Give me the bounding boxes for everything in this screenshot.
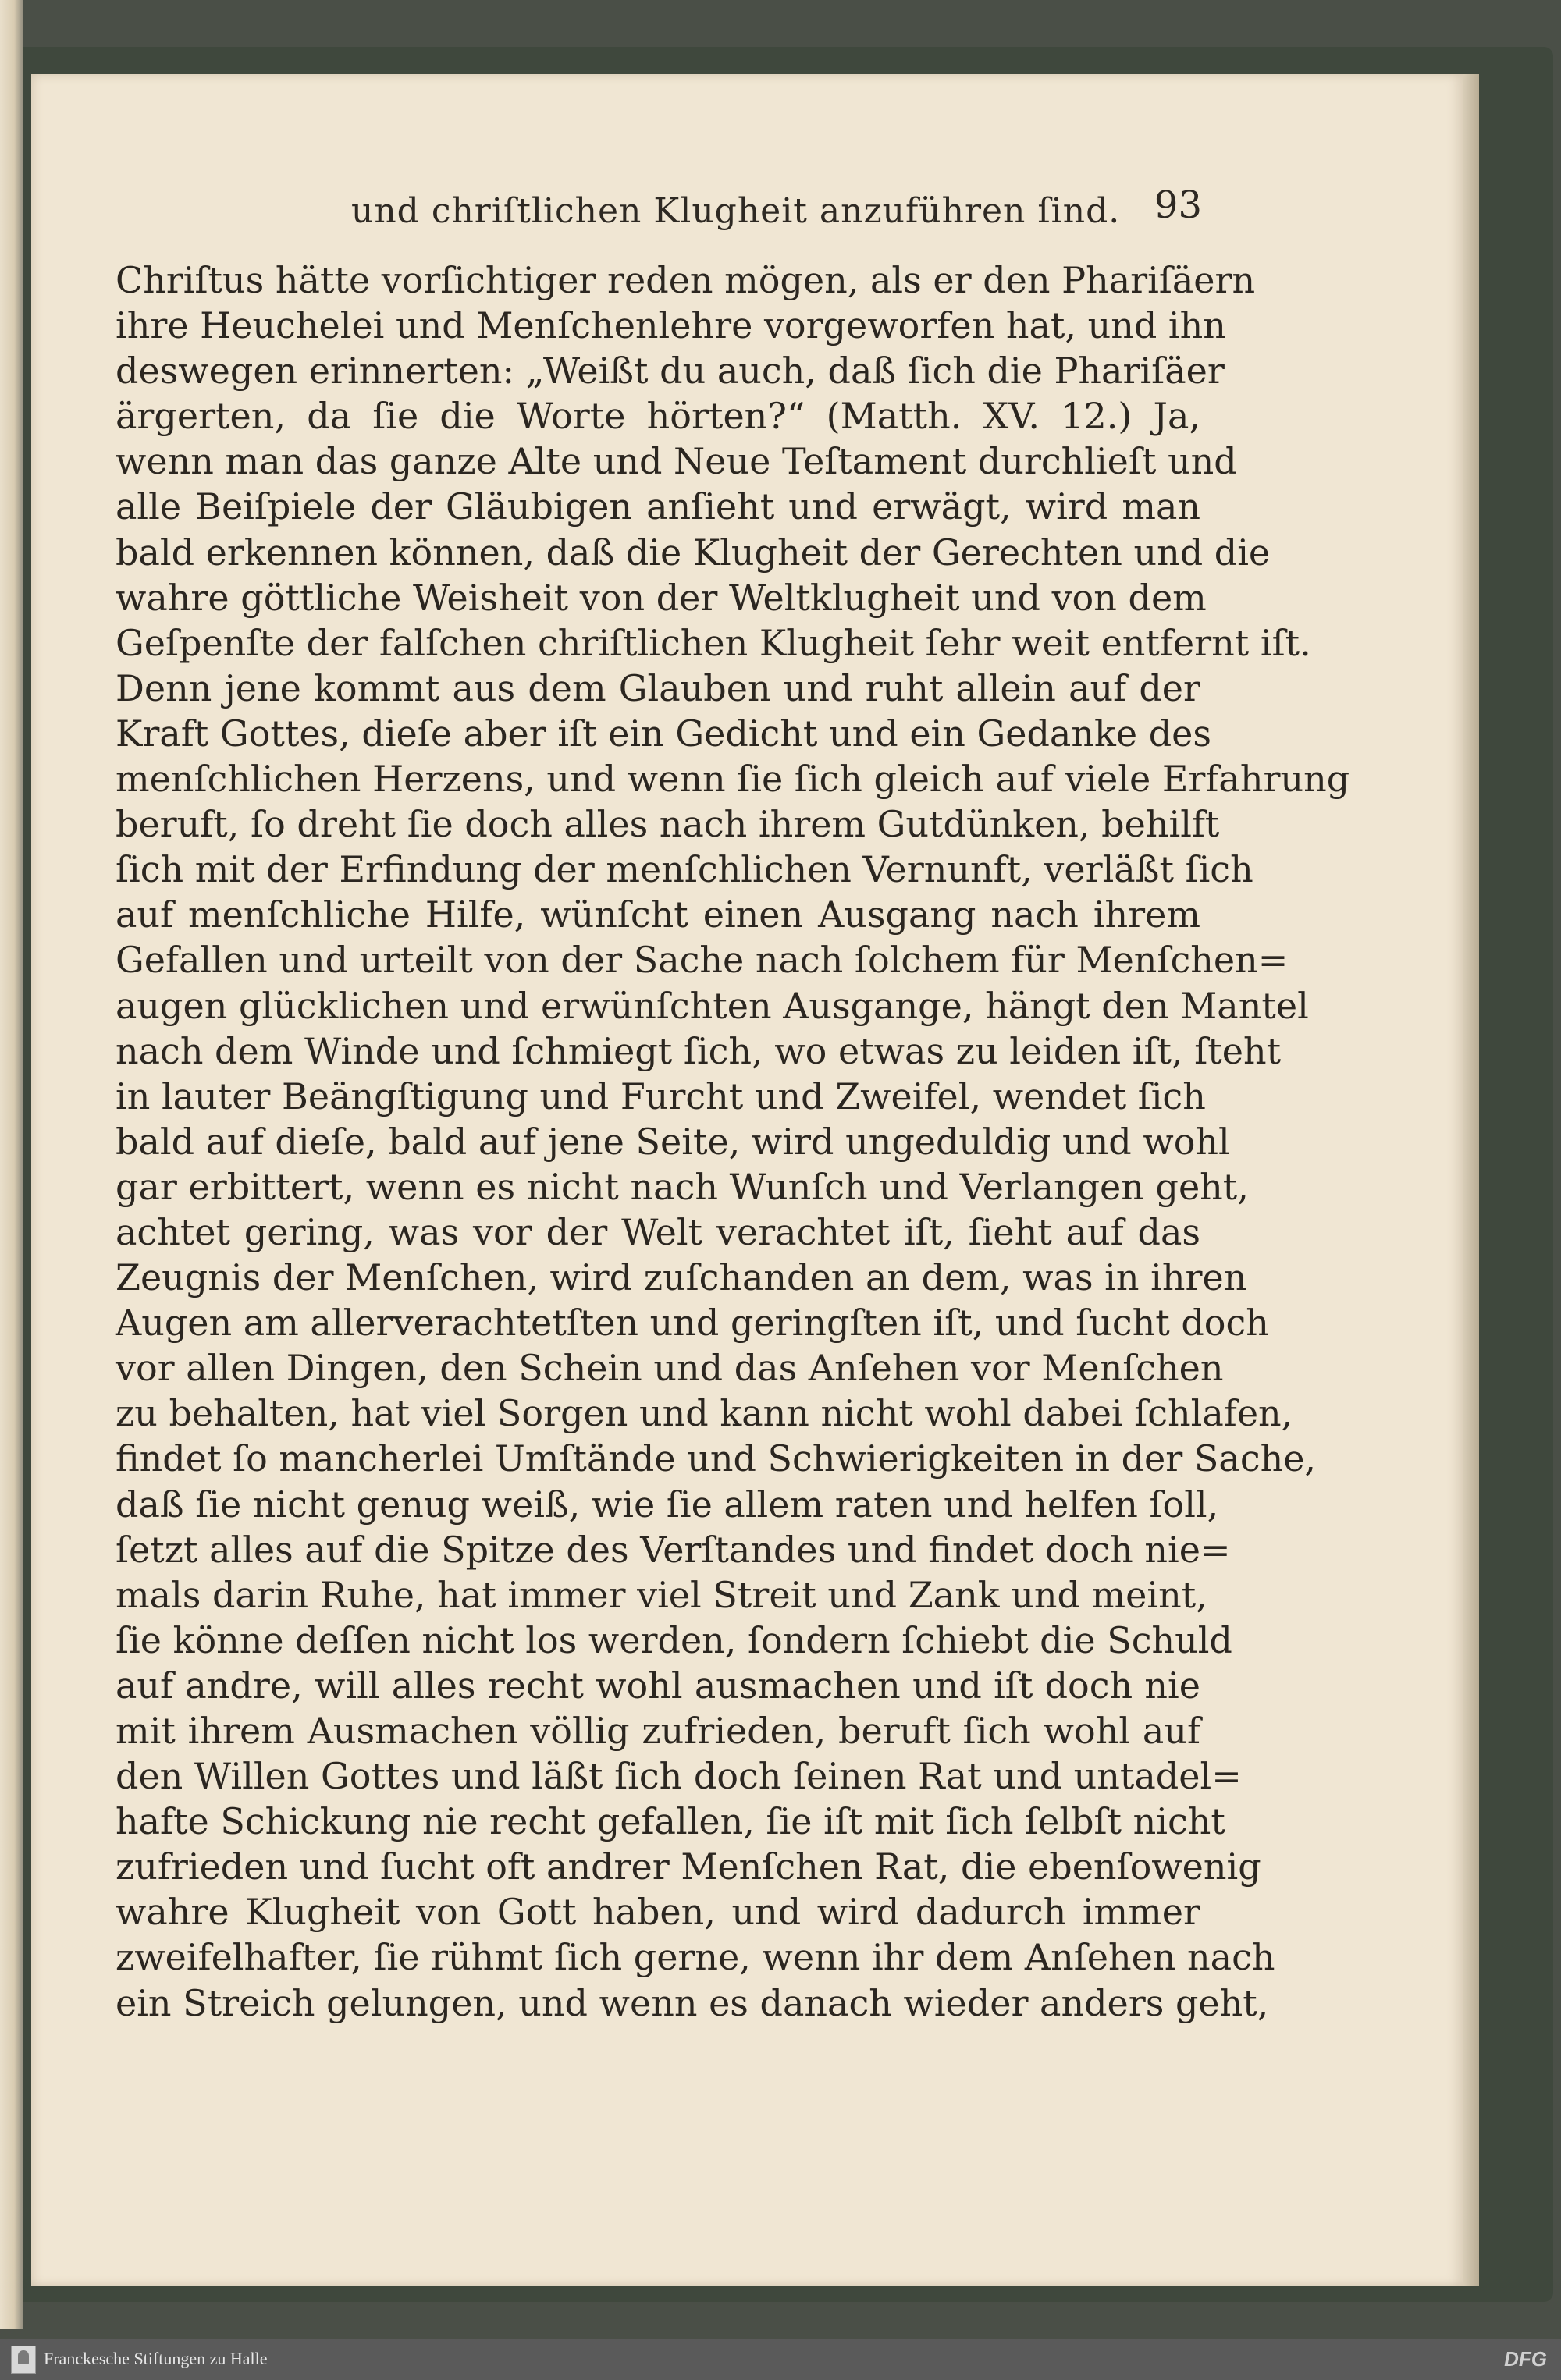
body-text (116, 258, 1350, 2026)
text-line: ſich mit der Erfindung der menſchlichen Vernunft, verläßt ſich (116, 848, 1253, 891)
text-line: gar erbittert, wenn es nicht nach Wunſch und Verlangen geht, (116, 1165, 1249, 1208)
dfg-logo: DFG (1504, 2347, 1547, 2371)
text-line: zweifelhafter, ſie rühmt ſich gerne, wenn ihr dem Anſehen nach (116, 1936, 1275, 1979)
text-line: menſchlichen Herzens, und wenn ſie ſich gleich auf viele Erfahrung (116, 758, 1350, 801)
previous-page-edge (0, 0, 23, 2329)
page-number: 93 (1154, 183, 1202, 227)
text-line: ſie könne deſſen nicht los werden, ſondern ſchiebt die Schuld (116, 1618, 1232, 1661)
text-line: bald auf dieſe, bald auf jene Seite, wird ungeduldig und wohl (116, 1120, 1230, 1163)
text-line: in lauter Beängſtigung und Furcht und Zweifel, wendet ſich (116, 1075, 1206, 1117)
text-line: auf menſchliche Hilfe, wünſcht einen Ausgang nach ihrem (116, 893, 1200, 936)
text-line: auf andre, will alles recht wohl ausmachen und iſt doch nie (116, 1664, 1200, 1707)
text-line: alle Beiſpiele der Gläubigen anſieht und erwägt, wird man (116, 485, 1200, 528)
text-line: Geſpenſte der falſchen chriſtlichen Klugheit ſehr weit entfernt iſt. (116, 621, 1311, 664)
text-line: mals darin Ruhe, hat immer viel Streit und Zank und meint, (116, 1573, 1207, 1616)
text-line: den Willen Gottes und läßt ſich doch ſeinen Rat und untadel= (116, 1755, 1242, 1798)
running-head: und chriſtlichen Klugheit anzuführen ſind. (351, 191, 1121, 231)
text-line: zufrieden und ſucht oft andrer Menſchen Rat, die ebenſowenig (116, 1845, 1261, 1888)
text-line: findet ſo mancherlei Umſtände und Schwierigkeiten in der Sache, (116, 1437, 1317, 1480)
text-line: ihre Heuchelei und Menſchenlehre vorgeworfen hat, und ihn (116, 304, 1226, 347)
text-line: nach dem Winde und ſchmiegt ſich, wo etwas zu leiden iſt, ſteht (116, 1029, 1282, 1072)
text-line: achtet gering, was vor der Welt verachtet iſt, ſieht auf das (116, 1210, 1200, 1253)
text-line: Kraft Gottes, dieſe aber iſt ein Gedicht und ein Gedanke des (116, 712, 1211, 755)
text-line: wahre göttliche Weisheit von der Weltklugheit und von dem (116, 576, 1207, 619)
viewer-footer (0, 2339, 1561, 2380)
text-line: Chriſtus hätte vorſichtiger reden mögen, als er den Phariſäern (116, 259, 1256, 301)
text-line: Augen am allerverachtetſten und geringſten iſt, und ſucht doch (116, 1302, 1269, 1345)
text-line: Gefallen und urteilt von der Sache nach ſolchem für Menſchen= (116, 939, 1289, 982)
text-line: ärgerten, da ſie die Worte hörten?“ (Matth. XV. 12.) Ja, (116, 395, 1200, 438)
text-line: ſetzt alles auf die Spitze des Verſtandes und findet doch nie= (116, 1528, 1231, 1571)
foundation-logo-icon (11, 2346, 36, 2374)
text-line: wahre Klugheit von Gott haben, und wird dadurch immer (116, 1891, 1200, 1934)
text-line: deswegen erinnerten: „Weißt du auch, daß ſich die Phariſäer (116, 350, 1225, 393)
page-edge (1463, 74, 1479, 2286)
text-line: hafte Schickung nie recht gefallen, ſie iſt mit ſich ſelbſt nicht (116, 1800, 1225, 1843)
text-line: wenn man das ganze Alte und Neue Teſtament durchlieſt und (116, 440, 1237, 483)
text-line: ein Streich gelungen, und wenn es danach wieder anders geht, (116, 1981, 1269, 2024)
text-line: vor allen Dingen, den Schein und das Anſehen vor Menſchen (116, 1347, 1224, 1390)
text-line: Zeugnis der Menſchen, wird zuſchanden an dem, was in ihren (116, 1256, 1247, 1299)
text-line: daß ſie nicht genug weiß, wie ſie allem raten und helfen ſoll, (116, 1483, 1219, 1526)
text-line: augen glücklichen und erwünſchten Ausgange, hängt den Mantel (116, 984, 1309, 1027)
text-line: bald erkennen können, daß die Klugheit der Gerechten und die (116, 531, 1271, 574)
text-line: zu behalten, hat viel Sorgen und kann nicht wohl dabei ſchlafen, (116, 1392, 1293, 1435)
institution-name: Franckesche Stiftungen zu Halle (44, 2349, 268, 2368)
text-line: Denn jene kommt aus dem Glauben und ruht allein auf der (116, 666, 1200, 709)
text-line: beruft, ſo dreht ſie doch alles nach ihrem Gutdünken, behilft (116, 803, 1220, 846)
text-line: mit ihrem Ausmachen völlig zufrieden, beruft ſich wohl auf (116, 1710, 1200, 1752)
